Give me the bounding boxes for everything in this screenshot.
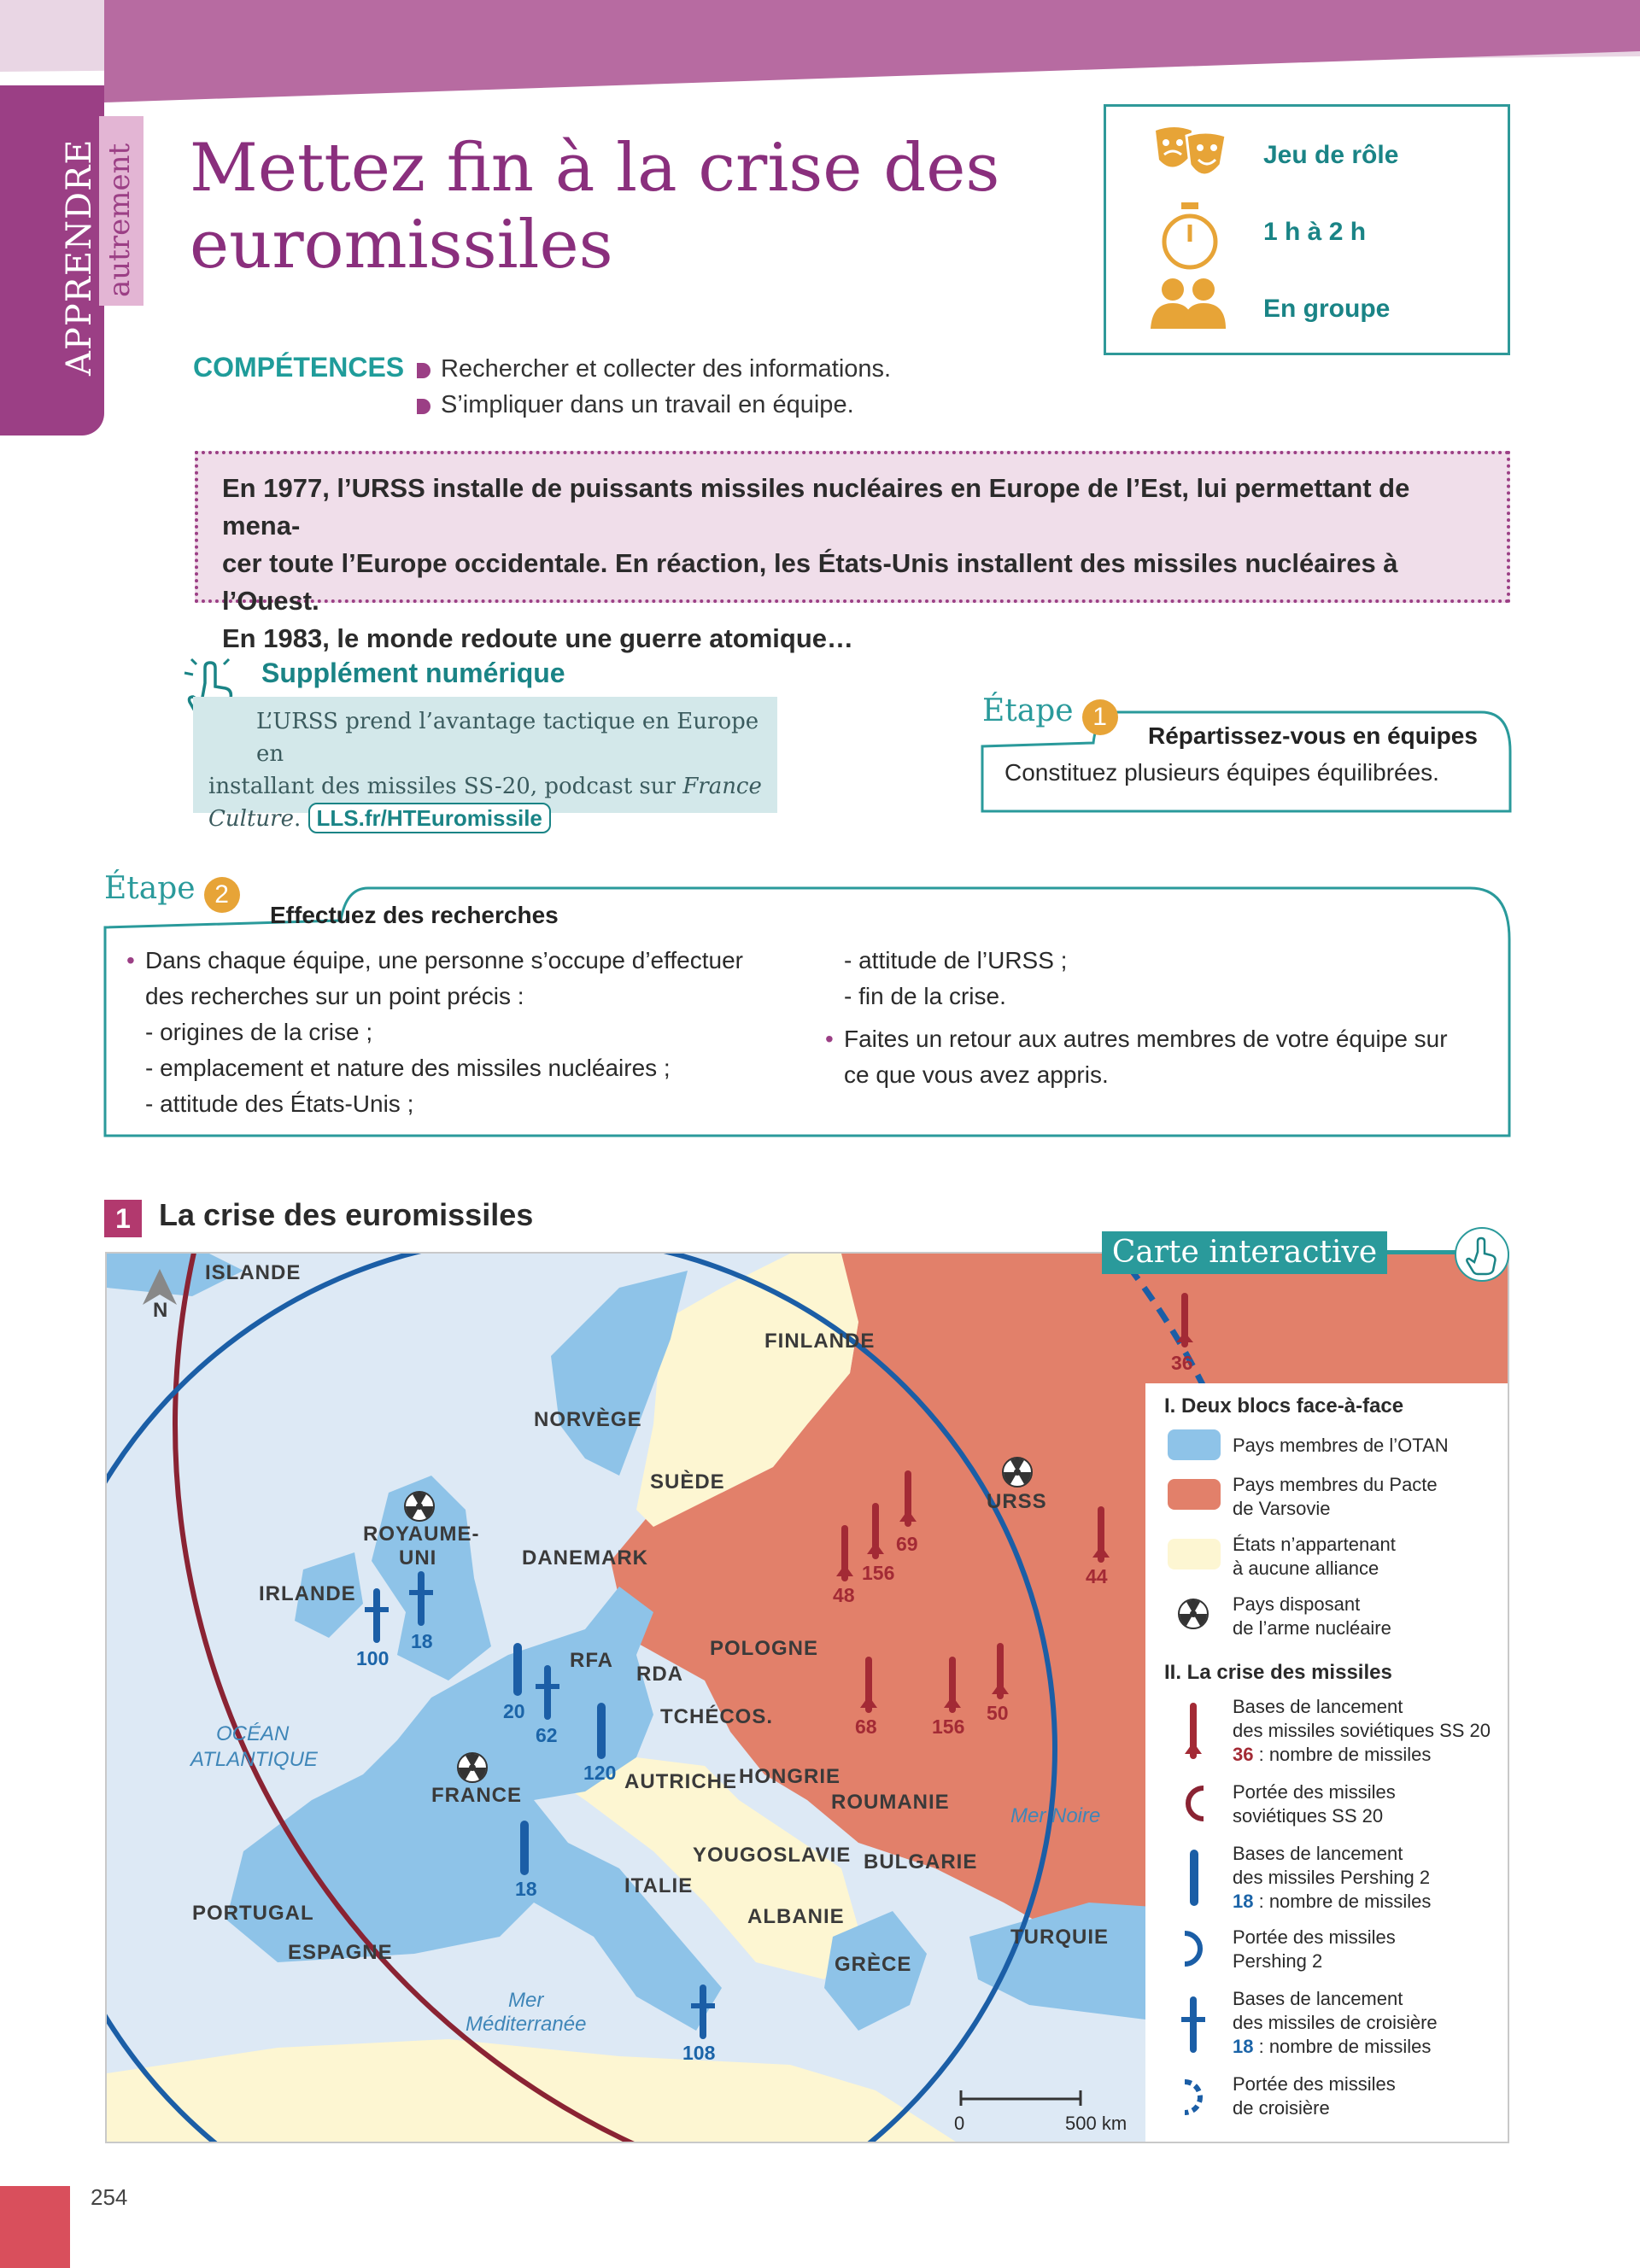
legend-text: : nombre de missiles: [1253, 1744, 1432, 1765]
competence-item: [417, 391, 854, 419]
country-label: ROUMANIE: [831, 1791, 950, 1814]
etape-word: Étape: [104, 871, 196, 906]
legend-pershing-icon: [1190, 1850, 1198, 1906]
legend-text: de croisière: [1233, 2097, 1330, 2119]
legend-text: Portée des missiles: [1233, 1926, 1396, 1948]
country-label: HONGRIE: [739, 1765, 841, 1788]
sea-label: ATLANTIQUE: [190, 1748, 318, 1771]
legend-swatch-neutre: [1168, 1539, 1221, 1569]
nuclear-icon: [458, 1753, 487, 1782]
intro-line: En 1977, l’URSS installe de puissants missiles nucléaires en Europe de l’Est, lui permettant de mena-: [222, 473, 1410, 541]
country-label: FRANCE: [431, 1784, 522, 1807]
legend-heading: II. La crise des missiles: [1164, 1661, 1392, 1684]
legend-text: États n’appartenant: [1233, 1534, 1396, 1555]
legend-text: de l’arme nucléaire: [1233, 1617, 1391, 1639]
legend-text: Pays membres du Pacte: [1233, 1474, 1438, 1495]
intro-line: cer toute l’Europe occidentale. En réaction, les États-Unis installent des missiles nucléaires à l’Ouest.: [222, 548, 1398, 616]
etape2-right-column: [844, 943, 1510, 1093]
etape2-label: [104, 871, 240, 913]
country-label: FINLANDE: [764, 1330, 876, 1353]
legend-text: des missiles soviétiques SS 20: [1233, 1720, 1491, 1741]
etape-number: 1: [1082, 699, 1118, 735]
country-label: BULGARIE: [864, 1850, 978, 1873]
missile-count: 18: [515, 1878, 537, 1900]
country-label: UNI: [399, 1546, 437, 1569]
etape2-bullet: • Dans chaque équipe, une personne s’occupe d’effectuer: [145, 943, 829, 979]
group-icon: [1149, 276, 1227, 336]
legend-text: Portée des missiles: [1233, 1781, 1396, 1803]
country-label: GRÈCE: [835, 1953, 912, 1976]
ss20-count: 48: [833, 1584, 855, 1606]
podcast-link[interactable]: LLS.fr/HTEuromissile: [308, 803, 551, 833]
legend-num: 18: [1233, 1891, 1254, 1912]
legend-swatch-otan: [1168, 1429, 1221, 1460]
country-label: TCHÉCOS.: [660, 1705, 774, 1728]
missile-count: 20: [503, 1700, 525, 1722]
supplement-italic-2: Culture: [208, 806, 294, 832]
missile-count: 62: [536, 1724, 558, 1746]
supplement-punct: .: [293, 806, 302, 832]
pershing-missile-marker: [520, 1821, 529, 1875]
country-label: ISLANDE: [205, 1261, 302, 1284]
info-label-role: Jeu de rôle: [1263, 141, 1399, 169]
page-number: 254: [91, 2184, 128, 2210]
competence-item: [417, 355, 891, 383]
activity-info-box: [1104, 104, 1510, 355]
stopwatch-icon: [1157, 201, 1222, 272]
info-label-duration: 1 h à 2 h: [1263, 218, 1367, 246]
legend-text-numline: [1233, 2036, 1431, 2057]
top-banner: [0, 0, 1640, 120]
legend-nuclear-icon: [1179, 1599, 1208, 1628]
scale-zero: 0: [954, 2113, 965, 2134]
ss20-count: 36: [1171, 1352, 1193, 1374]
section-number: 1: [104, 1200, 142, 1237]
legend-text-numline: [1233, 1744, 1431, 1765]
missile-count: 18: [411, 1630, 433, 1652]
country-label: ITALIE: [624, 1874, 694, 1897]
missile-count: 108: [682, 2042, 716, 2064]
legend-text: Portée des missiles: [1233, 2073, 1396, 2095]
etape1-label: [982, 693, 1118, 735]
country-label: AUTRICHE: [624, 1770, 737, 1793]
ss20-count: 44: [1086, 1565, 1108, 1587]
etape1-text: Constituez plusieurs équipes équilibrées.: [1004, 759, 1439, 786]
country-label: RDA: [636, 1663, 683, 1686]
legend-text: : nombre de missiles: [1253, 2036, 1432, 2057]
pershing-missile-marker: [597, 1703, 606, 1759]
etape2-dash-item: - origines de la crise ;: [145, 1019, 373, 1045]
supplement-text: installant des missiles SS-20, podcast sur: [208, 774, 676, 799]
country-label: POLOGNE: [710, 1637, 819, 1660]
nuclear-icon: [1003, 1458, 1032, 1487]
country-label: ESPAGNE: [288, 1941, 393, 1964]
legend-num: 18: [1233, 2036, 1254, 2057]
country-label: URSS: [987, 1490, 1047, 1513]
legend-text: à aucune alliance: [1233, 1558, 1379, 1579]
supplement-line-2: [208, 770, 762, 803]
badge-connector: [1387, 1248, 1464, 1257]
etape-number: 2: [204, 877, 240, 913]
etape2-left-column: [145, 943, 829, 1122]
ss20-count: 156: [932, 1716, 965, 1738]
supplement-line: L’URSS prend l’avantage tactique en Europe en: [256, 709, 759, 767]
legend-text: Bases de lancement: [1233, 1696, 1403, 1717]
etape2-title: Effectuez des recherches: [270, 902, 559, 928]
legend-text: soviétiques SS 20: [1233, 1805, 1384, 1827]
legend-text: Pays disposant: [1233, 1593, 1361, 1615]
sea-label: Mer: [508, 1989, 544, 2012]
supplement-box: [193, 697, 777, 832]
country-label: IRLANDE: [259, 1582, 356, 1605]
etape2-dash-item: - emplacement et nature des missiles nucléaires ;: [145, 1055, 671, 1081]
country-label: YOUGOSLAVIE: [693, 1844, 852, 1867]
legend-text: Bases de lancement: [1233, 1843, 1403, 1864]
etape-word: Étape: [982, 693, 1074, 728]
supplement-italic: France: [682, 774, 762, 799]
country-label: RFA: [570, 1649, 613, 1672]
nuclear-icon: [405, 1492, 434, 1521]
pershing-missile-marker: [513, 1643, 522, 1696]
etape1-title: Répartissez-vous en équipes: [1148, 722, 1478, 749]
legend-num: 36: [1233, 1744, 1254, 1765]
sea-label: Mer Noire: [1010, 1804, 1101, 1827]
legend-heading: I. Deux blocs face-à-face: [1164, 1394, 1404, 1418]
scale-km: 500 km: [1065, 2113, 1128, 2134]
ss20-count: 68: [855, 1716, 877, 1738]
country-label: ROYAUME-: [363, 1523, 480, 1546]
country-label: PORTUGAL: [192, 1902, 314, 1925]
etape2-dash-item: - fin de la crise.: [844, 983, 1006, 1009]
theater-masks-icon: [1152, 124, 1229, 192]
legend-text: des missiles de croisière: [1233, 2012, 1438, 2033]
supplement-title: Supplément numérique: [261, 658, 565, 688]
info-label-group: En groupe: [1263, 295, 1391, 323]
side-tab-main: APPRENDRE: [60, 138, 99, 376]
etape2-dash-item: - attitude des États-Unis ;: [145, 1090, 414, 1117]
sea-label: Méditerranée: [466, 2013, 587, 2036]
euromissiles-map[interactable]: [105, 1252, 1509, 2143]
legend-text: de Varsovie: [1233, 1498, 1331, 1519]
legend-text-numline: [1233, 1891, 1431, 1912]
supplement-line-3: [208, 803, 762, 835]
ss20-count: 69: [896, 1533, 918, 1555]
etape2-line: ce que vous avez appris.: [844, 1061, 1109, 1088]
map-canvas: [107, 1254, 1509, 2143]
country-label: ALBANIE: [747, 1905, 845, 1928]
ss20-count: 156: [862, 1562, 895, 1584]
missile-count: 100: [356, 1647, 390, 1669]
competence-text: Rechercher et collecter des informations.: [441, 355, 892, 383]
interactive-map-badge[interactable]: Carte interactive: [1102, 1231, 1387, 1274]
country-label: TURQUIE: [1010, 1926, 1109, 1949]
section-title: La crise des euromissiles: [159, 1197, 534, 1232]
legend-text: des missiles Pershing 2: [1233, 1867, 1431, 1888]
sea-label: OCÉAN: [216, 1722, 290, 1745]
country-label: DANEMARK: [522, 1546, 648, 1569]
missile-count: 120: [583, 1762, 617, 1784]
etape2-dash-item: - attitude de l’URSS ;: [844, 947, 1068, 973]
side-tab-sub: autrement: [102, 143, 137, 297]
country-label: NORVÈGE: [534, 1408, 642, 1431]
interactive-tap-icon[interactable]: [1454, 1226, 1510, 1283]
intro-box: [195, 451, 1510, 653]
page-number-tab: [0, 2186, 70, 2268]
ss20-count: 50: [987, 1702, 1009, 1724]
legend-text: Bases de lancement: [1233, 1988, 1403, 2009]
north-label: N: [153, 1299, 169, 1322]
competence-text: S’impliquer dans un travail en équipe.: [441, 391, 854, 418]
page-title: [190, 130, 1069, 284]
etape2-bullet: • Faites un retour aux autres membres de votre équipe sur: [844, 1021, 1510, 1057]
legend-text: Pershing 2: [1233, 1950, 1323, 1972]
title-line-2: euromissiles: [190, 207, 613, 284]
etape2-line: des recherches sur un point précis :: [145, 983, 524, 1009]
legend-text: : nombre de missiles: [1253, 1891, 1432, 1912]
competences-title: COMPÉTENCES: [193, 352, 405, 383]
legend-swatch-pacte: [1168, 1479, 1221, 1510]
intro-line: En 1983, le monde redoute une guerre atomique…: [222, 623, 854, 653]
legend-text: Pays membres de l’OTAN: [1233, 1435, 1449, 1456]
title-line-1: Mettez fin à la crise des: [190, 130, 1000, 207]
country-label: SUÈDE: [650, 1470, 725, 1493]
